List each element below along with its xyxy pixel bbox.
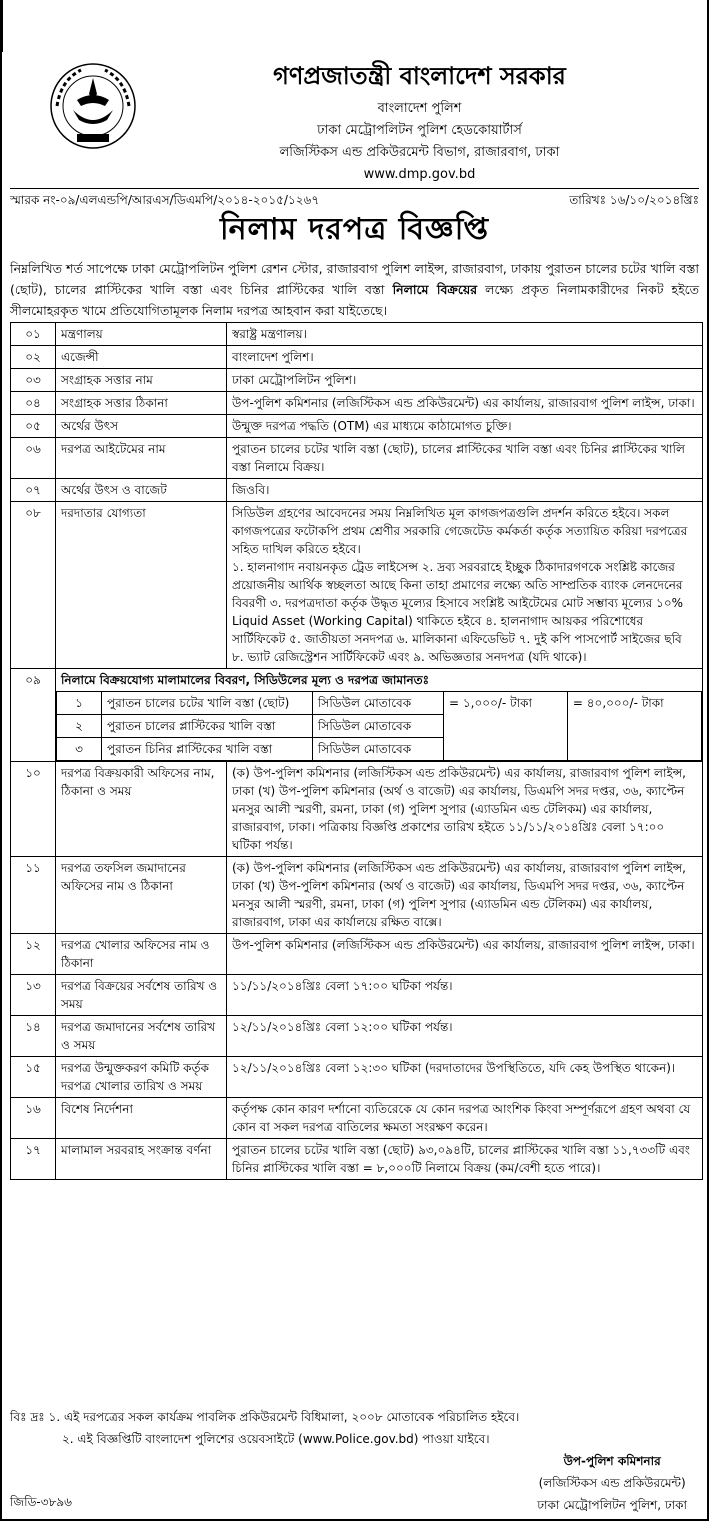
table-row xyxy=(11,1016,703,1057)
header-line-1: বাংলাদেশ পুলিশ xyxy=(377,101,462,116)
memo-date: তারিখঃ ১৬/১০/২০১৪খ্রিঃ xyxy=(569,193,699,207)
row-label: সংগ্রাহক সত্তার নাম xyxy=(56,369,227,392)
row-value: স্বরাষ্ট্র মন্ত্রণালয়। xyxy=(227,323,703,346)
row-value: (ক) উপ-পুলিশ কমিশনার (লজিস্টিকস এন্ড প্রকিউরমেন্ট) এর কার্যালয়, রাজারবাগ পুলিশ লাইন্স, ঢাকা (খ) উপ-পুলিশ কমিশনার (অর্থ ও বাজেট) এর কার্যালয়, ডিএমপি সদর দপ্তর, ৩৬, ক্যাপ্টেন মনসুর আলী স্মরণী, রমনা, ঢাকা (গ) পুলিশ সুপার (এ্যাডমিন এন্ড টেলিকম) এর কার্যালয়, রাজারবাগ, ঢাকা এর কার্যালয়ে রক্ষিত বাক্সে। xyxy=(227,857,703,934)
row-label: দরপত্র আইটেমের নাম xyxy=(56,438,227,479)
item-row xyxy=(57,692,702,715)
table-row xyxy=(11,346,703,369)
header-line-2: ঢাকা মেট্রোপলিটন পুলিশ হেডকোয়ার্টার্স xyxy=(317,123,522,138)
table-row xyxy=(11,1139,703,1180)
intro-paragraph xyxy=(10,258,699,321)
item-schedule: সিডিউল মোতাবেক xyxy=(313,715,444,738)
row-value: ঢাকা মেট্রোপলিটন পুলিশ। xyxy=(227,369,703,392)
item-schedule: সিডিউল মোতাবেক xyxy=(313,692,444,715)
row-label: মালামাল সরবরাহ সংক্রান্ত বর্ণনা xyxy=(56,1139,227,1180)
government-name: গণপ্রজাতন্ত্রী বাংলাদেশ সরকার xyxy=(273,62,566,90)
intro-text-bold: নিলামে বিক্রয়ের xyxy=(392,282,478,297)
table-row xyxy=(11,392,703,415)
table-row xyxy=(11,857,703,934)
table-row xyxy=(11,323,703,346)
intro-text-after: লক্ষ্যে প্রকৃত নিলামকারীদের নিকট হইতে সীলমোহরকৃত খামে প্রতিযোগিতামূলক নিলাম দরপত্র আহবান করা যাইতেছে। xyxy=(10,282,699,318)
table-row xyxy=(11,415,703,438)
row-value: উপ-পুলিশ কমিশনার (লজিস্টিকস এন্ড প্রকিউরমেন্ট) এর কার্যালয়, রাজারবাগ পুলিশ লাইন্স, ঢাকা। xyxy=(227,934,703,975)
row-number: ০৪ xyxy=(11,392,56,415)
signature-block xyxy=(537,1450,687,1516)
table-row xyxy=(11,1057,703,1098)
row-number: ১৩ xyxy=(11,975,56,1016)
row-number: ১২ xyxy=(11,934,56,975)
eligibility-paragraph-2: ১. হালনাগাদ নবায়নকৃত ট্রেড লাইসেন্স ২. দ্রব্য সরবরাহে ইচ্ছুক ঠিকাদারগণকে সংশ্লিষ্ট কাজের প্রয়োজনীয় আর্থিক স্বচ্ছলতা আছে কিনা তাহা প্রমাণের লক্ষ্যে অতি সাম্প্রতিক ব্যাংক লেনদেনের বিবরণী ৩. দরপত্রদাতা কর্তৃক উদ্ধৃত মূল্যের হিসাবে সংশ্লিষ্ট আইটেমের মোট সম্ভাব্য মূল্যের ১০% Liquid Asset (Working Capital) থাকিতে হইবে ৪. হালনাগাদ আয়কর পরিশোধের সার্টিফিকেট ৫. জাতীয়তা সনদপত্র ৬. মালিকানা এফিডেভিট ৭. দুই কপি পাসপোর্ট সাইজের ছবি ৮. ভ্যাট রেজিস্ট্রেশন সার্টিফিকেট এবং ৯. অভিজ্ঞতার সনদপত্র (যদি থাকে)। xyxy=(232,560,684,664)
note-2: ২. এই বিজ্ঞপ্তিটি বাংলাদেশ পুলিশের ওয়েবসাইটে (www.Police.gov.bd) পাওয়া যাইবে। xyxy=(62,1432,490,1446)
row-number: ০২ xyxy=(11,346,56,369)
row-label: অর্থের উৎস xyxy=(56,415,227,438)
top-blank-frame xyxy=(2,0,711,52)
row-number: ০৫ xyxy=(11,415,56,438)
signatory-department: (লজিস্টিকস এন্ড প্রকিউরমেন্ট) xyxy=(538,1476,686,1490)
row-value xyxy=(227,502,703,669)
schedule-price: = ১,০০০/- টাকা xyxy=(444,692,568,761)
row-value: জিওবি। xyxy=(227,479,703,502)
row-number: ০৭ xyxy=(11,479,56,502)
row-number: ০৮ xyxy=(11,502,56,669)
item-serial: ২ xyxy=(57,715,102,738)
table-row-eligibility xyxy=(11,502,703,669)
row-number: ০৬ xyxy=(11,438,56,479)
row-number: ০১ xyxy=(11,323,56,346)
row-value: পুরাতন চালের চটের খালি বস্তা (ছোট) ৯৩,০৯৪টি, চালের প্লাস্টিকের খালি বস্তা ১১,৭৩৩টি এবং চিনির প্লাস্টিকের খালি বস্তা = ৮,০০০টি নিলামে বিক্রয় (কম/বেশী হতে পারে)। xyxy=(227,1139,703,1180)
row-label: দরপত্র বিক্রয়কারী অফিসের নাম, ঠিকানা ও সময় xyxy=(56,762,227,857)
row-value: ১২/১১/২০১৪খ্রিঃ বেলা ১২:০০ ঘটিকা পর্যন্ত। xyxy=(227,1016,703,1057)
page-title: নিলাম দরপত্র বিজ্ঞপ্তি xyxy=(220,212,489,247)
row-value: উপ-পুলিশ কমিশনার (লজিস্টিকস এন্ড প্রকিউরমেন্ট) এর কার্যালয়, রাজারবাগ পুলিশ লাইন্স, ঢাকা। xyxy=(227,392,703,415)
row-value: ১২/১১/২০১৪খ্রিঃ বেলা ১২:৩০ ঘটিকা (দরদাতাদের উপস্থিতিতে, যদি কেহ উপস্থিত থাকেন)। xyxy=(227,1057,703,1098)
table-row xyxy=(11,934,703,975)
table-row xyxy=(11,369,703,392)
row-number: ১৬ xyxy=(11,1098,56,1139)
items-heading: নিলামে বিক্রয়যোগ্য মালামালের বিবরণ, সিডিউলের মূল্য ও দরপত্র জামানতঃ xyxy=(61,673,430,687)
tender-details-table xyxy=(10,322,703,1180)
row-label: দরপত্র খোলার অফিসের নাম ও ঠিকানা xyxy=(56,934,227,975)
row-number: ১৫ xyxy=(11,1057,56,1098)
item-serial: ১ xyxy=(57,692,102,715)
signatory-organization: ঢাকা মেট্রোপলিটন পুলিশ, ঢাকা xyxy=(537,1498,687,1512)
notes-section xyxy=(10,1406,699,1450)
row-label: দরপত্র জমাদানের সর্বশেষ তারিখ ও সময় xyxy=(56,1016,227,1057)
eligibility-paragraph-1: সিডিউল গ্রহণের আবেদনের সময় নিম্নলিখিত মূল কাগজপত্রগুলি প্রদর্শন করিতে হইবে। সকল কাগজপত্রের ফটোকপি প্রথম শ্রেণীর সরকারি গেজেটেড কর্মকর্তা কর্তৃক সত্যায়িত করিয়া দরপত্রের সহিত দাখিল করিতে হইবে। xyxy=(232,506,688,556)
row-label: দরপত্র বিক্রয়ের সর্বশেষ তারিখ ও সময় xyxy=(56,975,227,1016)
row-label: মন্ত্রণালয় xyxy=(56,323,227,346)
row-value: ১১/১১/২০১৪খ্রিঃ বেলা ১৭:০০ ঘটিকা পর্যন্ত। xyxy=(227,975,703,1016)
row-label: এজেন্সী xyxy=(56,346,227,369)
header-website: www.dmp.gov.bd xyxy=(363,167,476,182)
table-row xyxy=(11,438,703,479)
row-label: দরদাতার যোগ্যতা xyxy=(56,502,227,669)
row-number: ১৪ xyxy=(11,1016,56,1057)
row-value: বাংলাদেশ পুলিশ। xyxy=(227,346,703,369)
table-row xyxy=(11,975,703,1016)
intro-text-before: নিম্নলিখিত শর্ত সাপেক্ষে ঢাকা মেট্রোপলিটন পুলিশ রেশন স্টোর, রাজারবাগ পুলিশ লাইন্স, রাজারবাগ, ঢাকায় পুরাতন চালের চটের খালি বস্তা (ছোট), চালের প্লাস্টিকের খালি বস্তা এবং চিনির প্লাস্টিকের খালি বস্তা xyxy=(10,261,699,297)
item-name: পুরাতন চিনির প্লাস্টিকের খালি বস্তা xyxy=(102,738,313,761)
row-value: (ক) উপ-পুলিশ কমিশনার (লজিস্টিকস এন্ড প্রকিউরমেন্ট) এর কার্যালয়, রাজারবাগ পুলিশ লাইন্স, ঢাকা (খ) উপ-পুলিশ কমিশনার (অর্থ ও বাজেট) এর কার্যালয়, ডিএমপি সদর দপ্তর, ৩৬, ক্যাপ্টেন মনসুর আলী স্মরণী, রমনা, ঢাকা (গ) পুলিশ সুপার (এ্যাডমিন এন্ড টেলিকম) এর কার্যালয়, রাজারবাগ, ঢাকা। পত্রিকায় বিজ্ঞপ্তি প্রকাশের তারিখ হইতে ১১/১১/২০১৪খ্রিঃ বেলা ১৭:০০ ঘটিকা পর্যন্ত। xyxy=(227,762,703,857)
row-label: বিশেষ নির্দেশনা xyxy=(56,1098,227,1139)
row-number: ১১ xyxy=(11,857,56,934)
row-number: ১৭ xyxy=(11,1139,56,1180)
table-row xyxy=(11,1098,703,1139)
letterhead xyxy=(2,58,707,186)
signatory-title: উপ-পুলিশ কমিশনার xyxy=(563,1454,661,1468)
table-row xyxy=(11,479,703,502)
row-label: সংগ্রাহক সত্তার ঠিকানা xyxy=(56,392,227,415)
item-serial: ৩ xyxy=(57,738,102,761)
items-section xyxy=(56,669,703,762)
item-name: পুরাতন চালের প্লাস্টিকের খালি বস্তা xyxy=(102,715,313,738)
row-label: অর্থের উৎস ও বাজেট xyxy=(56,479,227,502)
table-row xyxy=(11,762,703,857)
row-number: ১০ xyxy=(11,762,56,857)
tender-security: = ৪০,০০০/- টাকা xyxy=(567,692,701,761)
item-name: পুরাতন চালের চটের খালি বস্তা (ছোট) xyxy=(102,692,313,715)
row-number: ০৯ xyxy=(11,669,56,762)
header-line-3: লজিস্টিকস এন্ড প্রকিউরমেন্ট বিভাগ, রাজারবাগ, ঢাকা xyxy=(279,145,560,160)
row-value: উন্মুক্ত দরপত্র পদ্ধতি (OTM) এর মাধ্যমে কাঠামোগত চুক্তি। xyxy=(227,415,703,438)
table-row-items xyxy=(11,669,703,762)
note-1 xyxy=(10,1406,699,1428)
gd-number: জিডি-৩৮৯৬ xyxy=(10,1495,72,1509)
row-label: দরপত্র উন্মুক্তকরণ কমিটি কর্তৃক দরপত্র খোলার তারিখ ও সময় xyxy=(56,1057,227,1098)
memo-reference: স্মারক নং-০৯/এলএন্ডপি/আরএস/ডিএমপি/২০১৪-২০১৫/১২৬৭ xyxy=(10,193,320,207)
items-table xyxy=(56,691,702,761)
notes-prefix: বিঃ দ্রঃ xyxy=(10,1410,45,1424)
row-number: ০৩ xyxy=(11,369,56,392)
note-1-text: ১. এই দরপত্রের সকল কার্যক্রম পাবলিক প্রকিউরমেন্ট বিধিমালা, ২০০৮ মোতাবেক পরিচালিত হইবে। xyxy=(48,1410,520,1424)
item-schedule: সিডিউল মোতাবেক xyxy=(313,738,444,761)
row-value: পুরাতন চালের চটের খালি বস্তা (ছোট), চালের প্লাস্টিকের খালি বস্তা এবং চিনির প্লাস্টিকের খালি বস্তা নিলামে বিক্রয়। xyxy=(227,438,703,479)
row-label: দরপত্র তফসিল জমাদানের অফিসের নাম ও ঠিকানা xyxy=(56,857,227,934)
row-value: কর্তৃপক্ষ কোন কারণ দর্শানো ব্যতিরেকে যে কোন দরপত্র আংশিক কিংবা সম্পূর্ণরূপে গ্রহণ অথবা যে কোন বা সকল দরপত্র বাতিলের ক্ষমতা সংরক্ষণ করেন। xyxy=(227,1098,703,1139)
